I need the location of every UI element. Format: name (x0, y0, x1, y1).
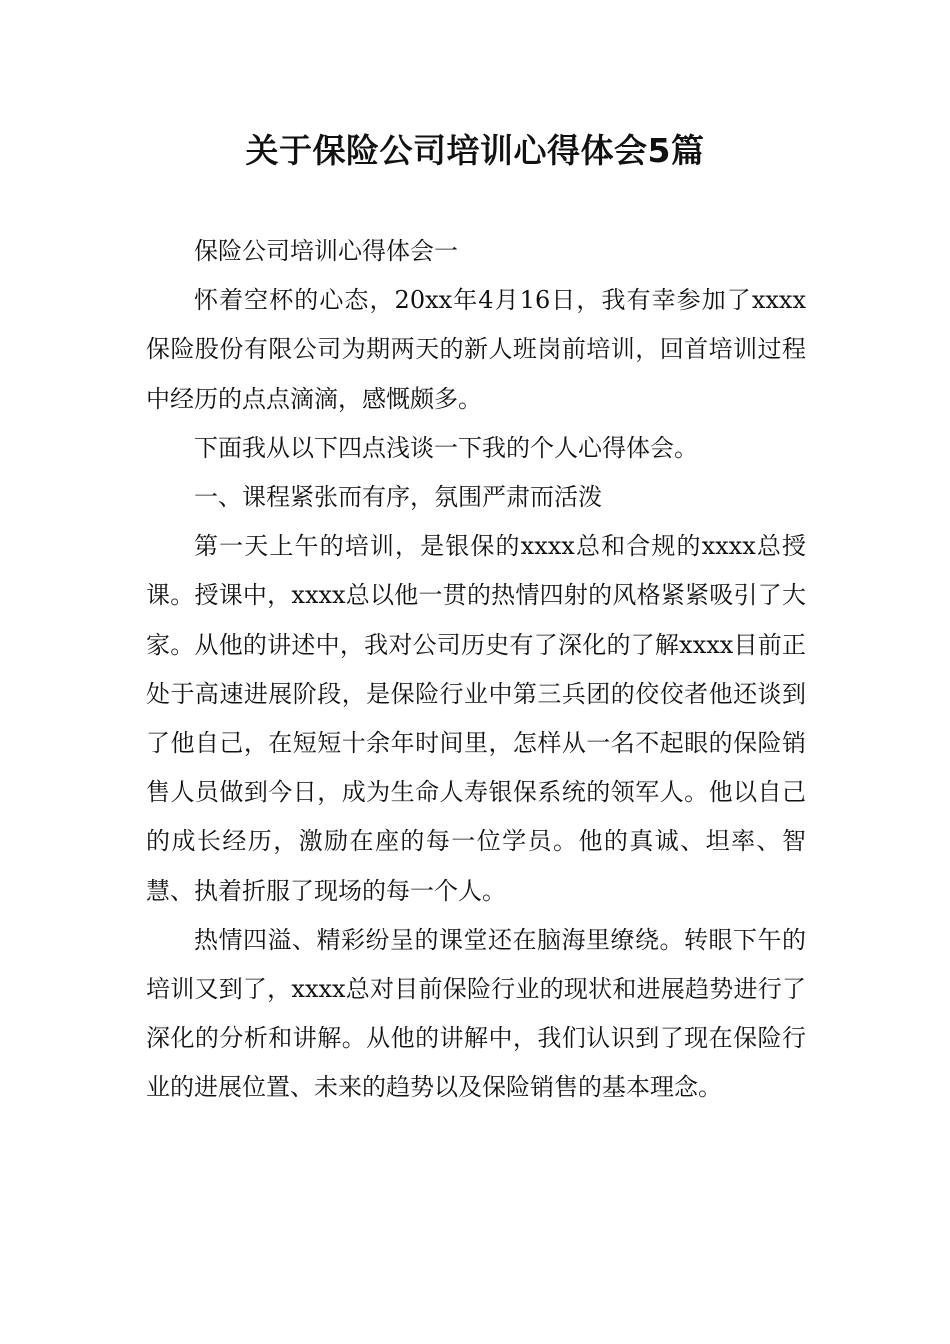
paragraph-overview: 下面我从以下四点浅谈一下我的个人心得体会。 (194, 433, 698, 462)
paragraph-intro: 怀着空杯的心态，20xx年4月16日，我有幸参加了xxxx保险股份有限公司为期两天的新人班岗前培训，回首培训过程中经历的点点滴滴，感慨颇多。 (146, 286, 806, 413)
paragraph-first-day-morning: 第一天上午的培训，是银保的xxxx总和合规的xxxx总授课。授课中，xxxx总以他一贯的热情四射的风格紧紧吸引了大家。从他的讲述中，我对公司历史有了深化的了解xxxx目前正处于高速进展阶段，是保险行业中第三兵团的佼佼者他还谈到了他自己，在短短十余年时间里，怎样从一名不起眼的保险销售人员做到今日，成为生命人寿银保系统的领军人。他以自己的成长经历，激励在座的每一位学员。他的真诚、坦率、智慧、执着折服了现场的每一个人。 (146, 532, 806, 905)
paragraph-first-day-afternoon: 热情四溢、精彩纷呈的课堂还在脑海里缭绕。转眼下午的培训又到了，xxxx总对目前保险行业的现状和进展趋势进行了深化的分析和讲解。从他的讲解中，我们认识到了现在保险行业的进展位置、未来的趋势以及保险销售的基本理念。 (146, 925, 806, 1102)
paragraph-point-one-heading: 一、课程紧张而有序，氛围严肃而活泼 (194, 483, 602, 512)
paragraph-section-heading: 保险公司培训心得体会一 (194, 237, 458, 265)
document-title: 关于保险公司培训心得体会5篇 (245, 131, 705, 170)
document-body (146, 227, 806, 1113)
